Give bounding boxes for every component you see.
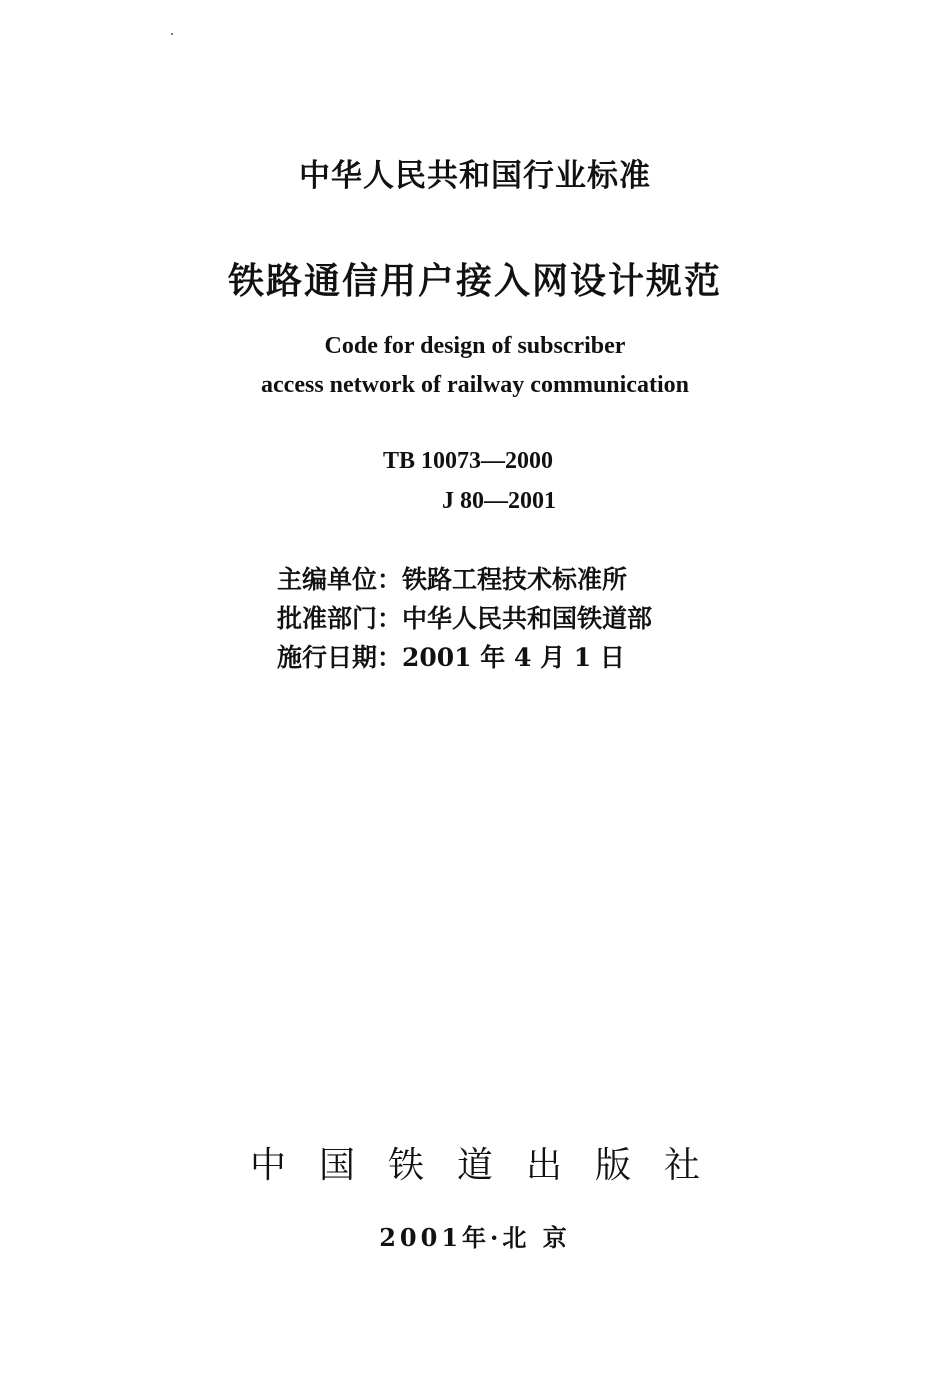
scan-speck — [171, 33, 173, 35]
english-title-line-1: Code for design of subscriber — [324, 333, 626, 359]
publisher-name: 中国铁道出版社 — [249, 1145, 733, 1186]
english-title-line-2: access network of railway communication — [261, 372, 689, 398]
publication-year-place: 2001年·北 京 — [379, 1223, 571, 1252]
series-title: 中华人民共和国行业标准 — [299, 158, 651, 194]
approval-department: 批准部门：中华人民共和国铁道部 — [277, 604, 653, 633]
editor-unit: 主编单位：铁路工程技术标准所 — [277, 565, 628, 594]
main-title: 铁路通信用户接入网设计规范 — [227, 261, 722, 302]
effective-date: 施行日期：2001 年 4 月 1 日 — [277, 643, 625, 672]
standard-code-j: J 80—2001 — [442, 488, 556, 514]
standard-code-tb: TB 10073—2000 — [383, 448, 554, 474]
